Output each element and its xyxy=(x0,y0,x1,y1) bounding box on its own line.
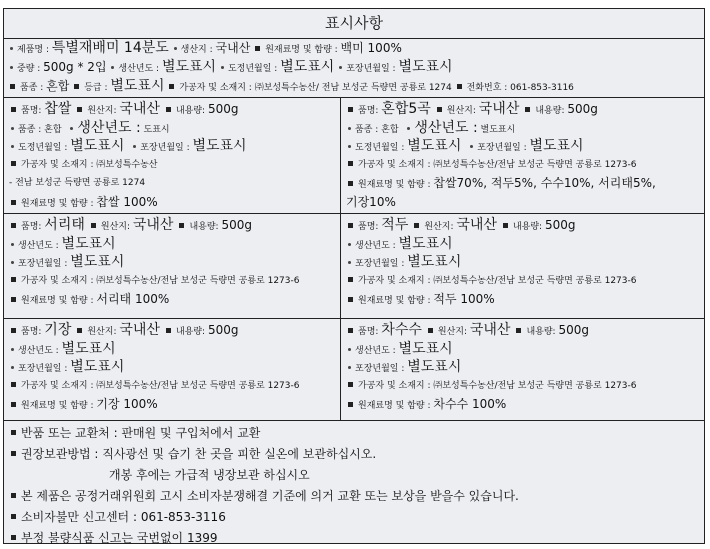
field-value: 적두 xyxy=(381,217,409,233)
bullet-icon xyxy=(11,223,16,228)
bullet-icon xyxy=(348,145,351,148)
field-label: 생산년도 : xyxy=(355,345,396,356)
bullet-icon xyxy=(503,223,508,228)
bullet-icon xyxy=(11,382,16,387)
field-label: 원재료명 및 함량 : xyxy=(21,401,94,411)
field-label: 품명: xyxy=(358,327,379,337)
field-value: 국내산 xyxy=(132,217,174,233)
field-label: 원재료명 및 함량 : xyxy=(21,198,94,209)
bullet-icon xyxy=(437,107,442,112)
field-value: 서리태 100% xyxy=(96,292,170,306)
field-value: 500g xyxy=(544,218,576,232)
bullet-icon xyxy=(348,297,353,302)
summary-line-2: 중량 : 500g * 2입 생산년도 : 별도표시 도정년월일 : 별도표시 포장년월일 : 별도표시 xyxy=(8,58,704,77)
cell-line xyxy=(346,137,704,156)
bullet-icon xyxy=(348,261,351,264)
field-label: 품명: xyxy=(21,106,42,116)
field-value: 별도표시 xyxy=(70,359,125,375)
field-label: 내용량: xyxy=(175,327,206,337)
field-label: 가공자 및 소재지 : ㈜보성특수농산/전남 보성군 득량면 공룡로 1273-6 xyxy=(21,275,300,286)
field-label: 가공자 및 소재지 : ㈜보성특수농산/전남 보성군 득량면 공룡로 1273-6 xyxy=(358,159,637,170)
field-label: 품명: xyxy=(358,106,379,116)
field-value: 적두 100% xyxy=(433,292,495,306)
label-title: 표시사항 xyxy=(4,9,704,39)
field-label: 포장년월일 : xyxy=(18,364,68,374)
cell-line xyxy=(9,340,340,359)
cell-line xyxy=(9,321,340,340)
field-label: 포장년월일 : xyxy=(477,143,527,153)
cell-line xyxy=(346,290,704,309)
field-label: 가공자 및 소재지 : ㈜보성특수농산/전남 보성군 득량면 공룡로 1273-6 xyxy=(21,380,300,391)
field-label: 원재료명 및 함량 : xyxy=(358,401,431,411)
product-cell xyxy=(341,214,704,319)
field-label: 포장년월일 : xyxy=(355,364,405,374)
field-value: 500g xyxy=(567,102,598,116)
cell-line xyxy=(9,377,340,396)
cell-line xyxy=(346,119,704,138)
field-label: 내용량: xyxy=(526,327,556,337)
field-value: 별도표시 xyxy=(529,138,584,154)
field-label: 포장년월일 : xyxy=(355,259,405,269)
field-label: 원재료명 및 함량 : xyxy=(358,180,431,190)
field-label: 품종 : 혼합 xyxy=(355,124,399,135)
cell-line xyxy=(346,340,704,359)
cell-line xyxy=(9,119,340,138)
bullet-icon xyxy=(11,261,14,264)
bullet-icon xyxy=(348,243,351,246)
cell-line xyxy=(9,156,340,175)
field-value: 별도표시 xyxy=(407,138,462,154)
field-value: 생산년도 : xyxy=(77,119,141,136)
field-value: 별도표시 xyxy=(61,340,116,357)
field-value: 국내산 xyxy=(119,322,160,338)
field-value: 혼합5곡 xyxy=(381,101,431,117)
field-label: 원산지: xyxy=(446,106,476,116)
field-label: 포장년월일 : xyxy=(18,259,68,269)
cell-line xyxy=(9,235,340,254)
bullet-icon xyxy=(11,145,14,148)
product-cell xyxy=(4,319,341,421)
field-value: 국내산 xyxy=(469,322,511,338)
label-table xyxy=(3,8,705,544)
field-label: 품명: xyxy=(21,327,42,337)
field-label: - 전남 보성군 득량면 공룡로 1274 xyxy=(9,178,146,188)
bullet-icon xyxy=(77,328,82,333)
cell-line xyxy=(346,272,704,291)
bullet-icon xyxy=(11,200,16,205)
field-value: 찹쌀 100% xyxy=(96,194,158,209)
summary-line-3: 품종 : 혼합 등급 : 별도표시 가공자 및 소재지 : ㈜보성특수농산/ 전남 보성군 득량면 공룡로 1274 전화번호 : 061-853-3116 xyxy=(8,77,704,96)
field-label: 원산지: xyxy=(87,106,117,116)
note: 소비자불만 신고센터 : 061-853-3116 xyxy=(9,507,704,528)
field-label: 품명: xyxy=(358,222,379,232)
cell-line xyxy=(346,358,704,377)
bullet-icon xyxy=(179,223,184,228)
field-value: 국내산 xyxy=(456,217,497,233)
cell-line xyxy=(346,395,704,414)
cell-line xyxy=(9,137,340,156)
field-label: 원산지: xyxy=(100,222,130,232)
bullet-icon xyxy=(348,107,353,112)
field-label: 원재료명 및 함량 : xyxy=(21,296,94,306)
bullet-icon xyxy=(11,243,14,246)
field-label: 별도표시 xyxy=(480,124,516,135)
cell-line xyxy=(9,216,340,235)
field-value: 500g xyxy=(207,323,239,337)
product-cell xyxy=(4,214,341,319)
field-value: 별도표시 xyxy=(398,235,453,252)
field-label: 원산지: xyxy=(437,327,467,337)
bullet-icon xyxy=(348,277,353,282)
bullet-icon xyxy=(516,328,521,333)
cell-line xyxy=(346,100,704,119)
bullet-icon xyxy=(11,348,14,351)
bullet-icon xyxy=(348,348,351,351)
field-label: 품명: xyxy=(21,222,42,232)
field-label: 포장년월일 : xyxy=(140,143,190,153)
cell-line xyxy=(9,290,340,309)
bullet-icon xyxy=(525,107,530,112)
bullet-icon xyxy=(348,402,353,407)
field-value: 500g xyxy=(221,218,252,232)
cell-line xyxy=(9,253,340,272)
note: 부정 불량식품 신고는 국번없이 1399 xyxy=(9,528,704,549)
bullet-icon xyxy=(11,127,14,130)
field-value: 서리태 xyxy=(44,217,85,233)
field-value: 찹쌀 xyxy=(44,101,72,117)
product-cell xyxy=(341,98,704,214)
bullet-icon xyxy=(11,297,16,302)
cell-line xyxy=(346,235,704,254)
bullet-icon xyxy=(414,223,419,228)
cell-line xyxy=(346,174,704,193)
field-label: 도표시 xyxy=(143,124,170,135)
bullet-icon xyxy=(348,366,351,369)
field-label: 생산년도 : xyxy=(18,345,59,356)
field-value: 기장 xyxy=(44,322,72,338)
notes xyxy=(4,421,704,549)
bullet-icon xyxy=(11,366,14,369)
field-label: 내용량: xyxy=(512,222,543,232)
product-cell xyxy=(4,98,341,214)
note: 개봉 후에는 가급적 냉장보관 하십시오 xyxy=(109,468,310,482)
cell-line xyxy=(9,272,340,291)
field-value: 차수수 100% xyxy=(433,397,507,411)
bullet-icon xyxy=(348,161,353,166)
field-value: 별도표시 xyxy=(192,138,247,154)
bullet-icon xyxy=(166,328,171,333)
bullet-icon xyxy=(11,328,16,333)
bullet-icon xyxy=(11,107,16,112)
field-label: 생산년도 : xyxy=(18,240,59,251)
cell-line xyxy=(9,174,340,193)
bullet-icon xyxy=(11,402,16,407)
product-grid xyxy=(4,98,704,421)
field-label: 내용량: xyxy=(189,222,219,232)
field-label: 생산년도 : xyxy=(355,240,396,251)
field-value: 500g xyxy=(558,323,589,337)
field-value: 국내산 xyxy=(478,101,520,117)
field-label: 도정년월일 : xyxy=(355,143,405,153)
field-label: 가공자 및 소재지 : ㈜보성특수농산/전남 보성군 득량면 공룡로 1273-6 xyxy=(358,275,637,286)
field-label: 도정년월일 : xyxy=(18,143,68,153)
bullet-icon xyxy=(166,107,171,112)
bullet-icon xyxy=(428,328,433,333)
field-value: 별도표시 xyxy=(407,359,462,375)
product-summary xyxy=(4,39,704,98)
field-value: 별도표시 xyxy=(407,254,462,270)
field-label: 기장10% xyxy=(346,194,396,209)
cell-line xyxy=(9,193,340,212)
bullet-icon xyxy=(348,127,351,130)
field-value: 찹쌀70%, 적두5%, 수수10%, 서리태5%, xyxy=(433,176,656,190)
cell-line xyxy=(9,395,340,414)
cell-line xyxy=(346,321,704,340)
cell-line xyxy=(9,100,340,119)
field-label: 원산지: xyxy=(87,327,117,337)
bullet-icon xyxy=(77,107,82,112)
field-label: 품종 : 혼합 xyxy=(18,124,62,135)
bullet-icon xyxy=(348,382,353,387)
bullet-icon xyxy=(91,223,96,228)
field-value: 기장 100% xyxy=(96,397,158,411)
bullet-icon xyxy=(348,181,353,186)
field-label: 가공자 및 소재지 : ㈜보성특수농산/전남 보성군 득량면 공룡로 1273-6 xyxy=(358,380,637,391)
bullet-icon xyxy=(348,328,353,333)
field-label: 원재료명 및 함량 : xyxy=(358,296,431,306)
cell-line xyxy=(346,377,704,396)
bullet-icon xyxy=(348,223,353,228)
note: 권장보관방법 : 직사광선 및 습기 찬 곳을 피한 실온에 보관하십시오. xyxy=(9,444,704,465)
field-value: 별도표시 xyxy=(70,254,125,270)
product-cell xyxy=(341,319,704,421)
field-label: 내용량: xyxy=(535,106,565,116)
bullet-icon xyxy=(11,277,16,282)
cell-line xyxy=(346,193,704,212)
note: 본 제품은 공정거래위원회 고시 소비자분쟁해결 기준에 의거 교환 또는 보상을 받을수 있습니다. xyxy=(9,486,704,507)
field-value: 500g xyxy=(207,102,239,116)
field-value: 별도표시 xyxy=(70,138,125,154)
summary-line-1: 제품명 : 특별재배미 14분도 생산지 : 국내산 원재료명 및 함량 : 백미 100% xyxy=(8,39,704,58)
field-value: 차수수 xyxy=(381,322,422,338)
field-value: 국내산 xyxy=(119,101,160,117)
field-label: 내용량: xyxy=(175,106,206,116)
field-label: 원산지: xyxy=(424,222,454,232)
cell-line xyxy=(346,216,704,235)
field-value: 별도표시 xyxy=(61,235,116,252)
field-value: 생산년도 : xyxy=(414,119,478,136)
cell-line xyxy=(346,156,704,175)
cell-line xyxy=(346,253,704,272)
bullet-icon xyxy=(11,161,16,166)
field-value: 별도표시 xyxy=(398,340,453,357)
field-label: 가공자 및 소재지 : ㈜보성특수농산 xyxy=(21,159,158,170)
cell-line xyxy=(9,358,340,377)
note: 반품 또는 교환처 : 판매원 및 구입처에서 교환 xyxy=(9,423,704,444)
